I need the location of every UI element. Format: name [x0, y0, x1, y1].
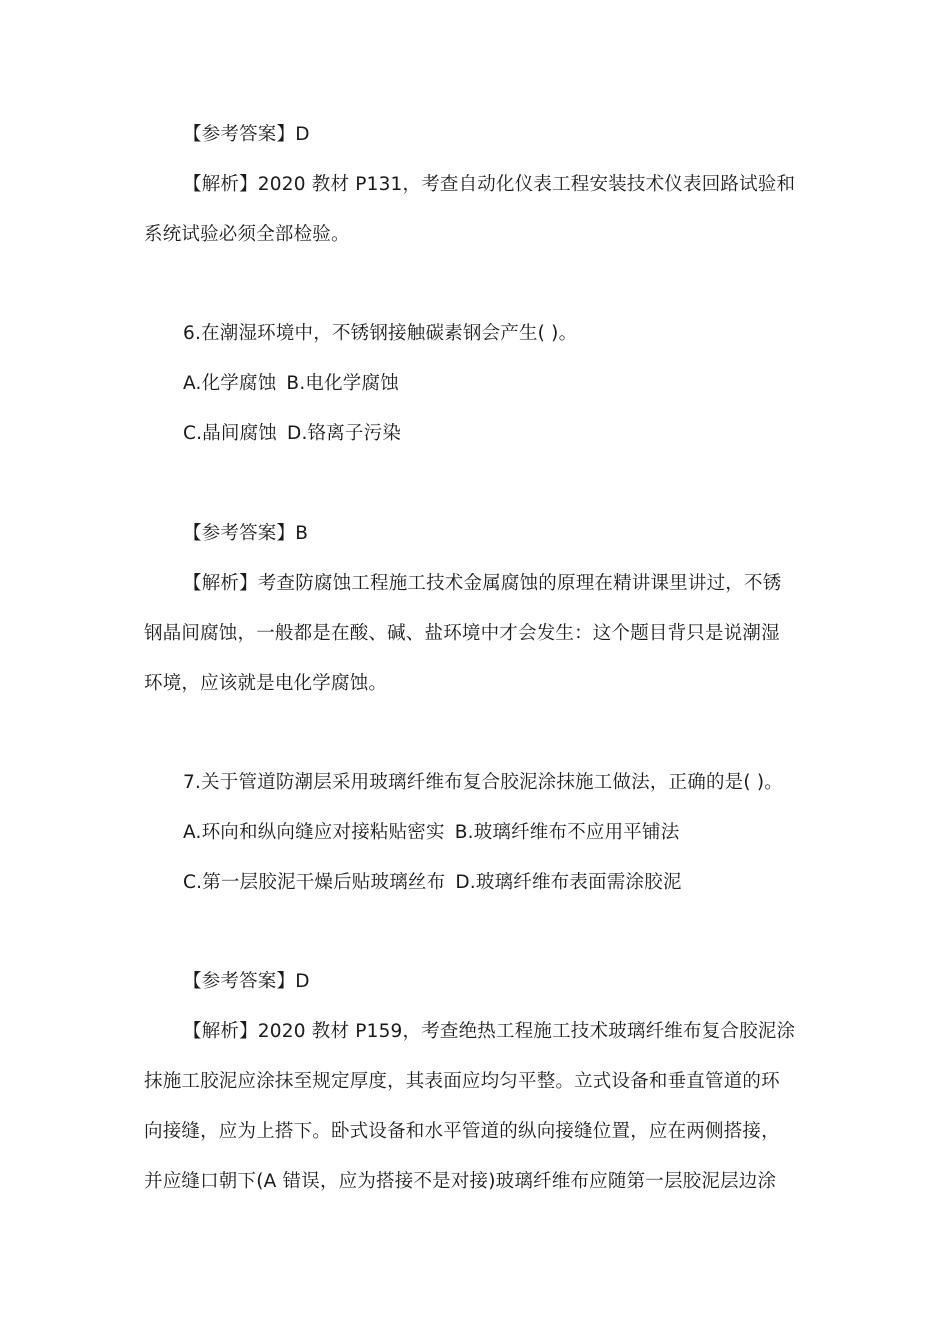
q7-option-d: D.玻璃纤维布表面需涂胶泥: [455, 872, 682, 893]
q7-options-row-2: [0, 870, 950, 896]
q6-option-d: D.铬离子污染: [287, 423, 402, 444]
q7-analysis-line-4: 并应缝口朝下(A 错误，应为搭接不是对接)玻璃纤维布应随第一层胶泥层边涂: [144, 1171, 777, 1192]
q6-answer: 【参考答案】B: [183, 523, 309, 544]
q6-options-row-1: [0, 371, 950, 397]
q7-option-c: C.第一层胶泥干燥后贴玻璃丝布: [183, 872, 446, 893]
q6-analysis-line-2: 钢晶间腐蚀，一般都是在酸、碱、盐环境中才会发生：这个题目背只是说潮湿: [144, 623, 780, 644]
q7-analysis-line-3: 向接缝，应为上搭下。卧式设备和水平管道的纵向接缝位置，应在两侧搭接，: [144, 1121, 780, 1142]
q6-option-b: B.电化学腐蚀: [286, 373, 399, 394]
q6-option-a: A.化学腐蚀: [183, 373, 277, 394]
q7-answer: 【参考答案】D: [183, 971, 310, 992]
q6-option-c: C.晶间腐蚀: [183, 423, 277, 444]
q5-analysis-line-1: 【解析】2020 教材 P131，考查自动化仪表工程安装技术仪表回路试验和: [183, 174, 796, 195]
q7-option-b: B.玻璃纤维布不应用平铺法: [454, 822, 680, 843]
q7-option-a: A.环向和纵向缝应对接粘贴密实: [183, 822, 445, 843]
q5-answer: 【参考答案】D: [183, 124, 310, 145]
q6-analysis-line-3: 环境，应该就是电化学腐蚀。: [144, 673, 388, 694]
q7-options-row-1: [0, 820, 950, 846]
q6-options-row-2: [0, 421, 950, 447]
q7-question: 7.关于管道防潮层采用玻璃纤维布复合胶泥涂抹施工做法，正确的是( )。: [183, 772, 783, 793]
q7-analysis-line-1: 【解析】2020 教材 P159，考查绝热工程施工技术玻璃纤维布复合胶泥涂: [183, 1021, 796, 1042]
q6-question: 6.在潮湿环境中，不锈钢接触碳素钢会产生( )。: [183, 323, 578, 344]
q7-analysis-line-2: 抹施工胶泥应涂抹至规定厚度，其表面应均匀平整。立式设备和垂直管道的环: [144, 1071, 780, 1092]
q6-analysis-line-1: 【解析】考查防腐蚀工程施工技术金属腐蚀的原理在精讲课里讲过，不锈: [183, 573, 782, 594]
q5-analysis-line-2: 系统试验必须全部检验。: [144, 224, 350, 245]
